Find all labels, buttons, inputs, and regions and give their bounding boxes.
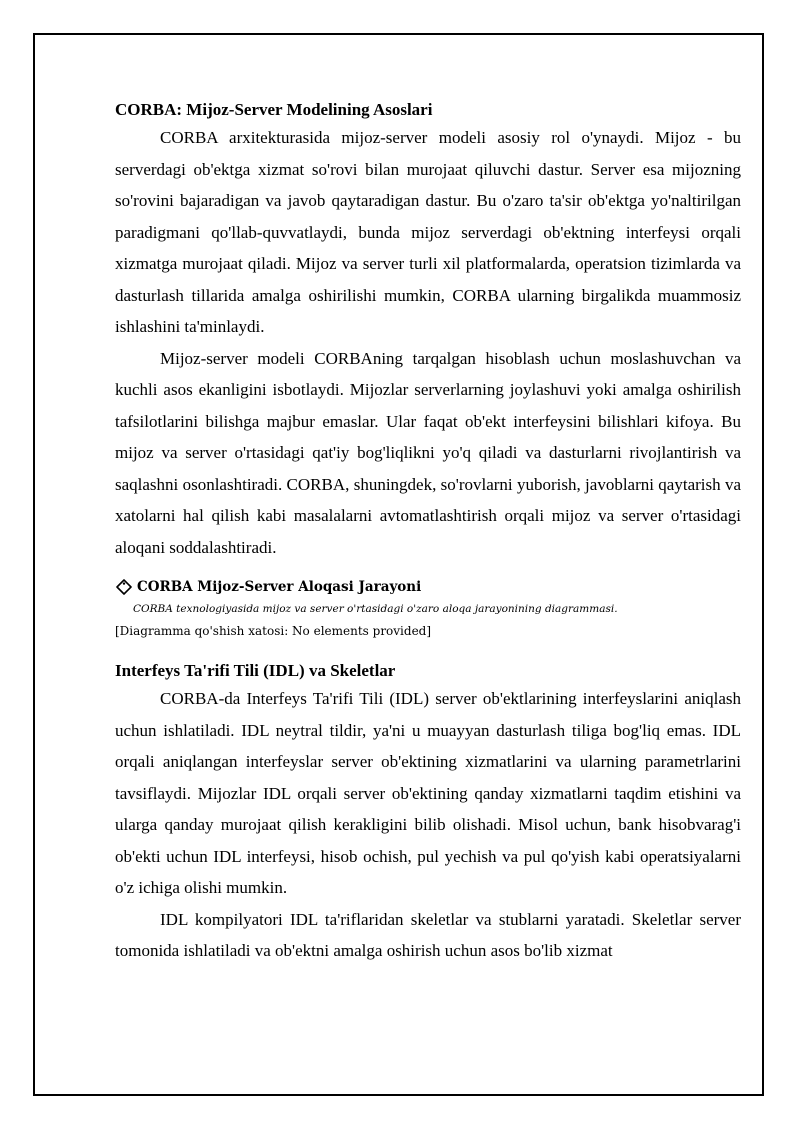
- figure-caption: CORBA texnologiyasida mijoz va server o'rtasidagi o'zaro aloqa jarayonining diagrammasi.: [133, 603, 618, 615]
- document-body: [115, 98, 741, 967]
- figure-title-text: CORBA Mijoz-Server Aloqasi Jarayoni: [137, 579, 422, 595]
- figure-error-message: [Diagramma qo'shish xatosi: No elements provided]: [115, 624, 432, 638]
- paragraph: CORBA-da Interfeys Ta'rifi Tili (IDL) server ob'ektlarining interfeyslarini aniqlash uchun ishlatiladi. IDL neytral tildir, ya'ni u muayyan dasturlash tiliga bog'liq emas. IDL orqali aniqlangan interfeyslar server ob'ektining xizmatlarini va ularning parametrlarini tavsiflaydi. Mijozlar IDL orqali server ob'ektining qanday xizmatlarni taqdim etishini va ularga qanday murojaat qilish kerakligini bilib olishadi. Misol uchun, bank hisobvarag'i ob'ekti uchun IDL interfeysi, hisob ochish, pul yechish va pul qo'yish kabi operatsiyalarni o'z ichiga olishi mumkin.: [115, 689, 741, 897]
- section-heading-idl: Interfeys Ta'rifi Tili (IDL) va Skeletlar: [115, 661, 396, 680]
- paragraph: IDL kompilyatori IDL ta'riflaridan skeletlar va stublarni yaratadi. Skeletlar server tomonida ishlatiladi va ob'ektni amalga oshirish uchun asos bo'lib xizmat: [115, 909, 741, 960]
- figure-title: [115, 577, 741, 597]
- tag-icon: [115, 578, 133, 596]
- paragraph: Mijoz-server modeli CORBAning tarqalgan hisoblash uchun moslashuvchan va kuchli asos ekanligini isbotlaydi. Mijozlar serverlarning joylashuvi yoki amalga oshirilish tafsilotlarini bilishga majbur emaslar. Ular faqat ob'ekt interfeysini bilishlari kifoya. Bu mijoz va server o'rtasidagi qat'iy bog'liqlikni yo'q qiladi va dasturlarni rivojlantirish va saqlashni osonlashtiradi. CORBA, shuningdek, so'rovlarni yuborish, javoblarni qaytarish va xatolarni hal qilish kabi masalalarni avtomatlashtirish orqali mijoz va server o'rtasidagi aloqani soddalashtiradi.: [115, 348, 741, 557]
- section-heading-corba-model: CORBA: Mijoz-Server Modelining Asoslari: [115, 100, 433, 119]
- paragraph: CORBA arxitekturasida mijoz-server modeli asosiy rol o'ynaydi. Mijoz - bu serverdagi ob'ektga xizmat so'rovi bilan murojaat qiluvchi dastur. Server esa mijozning so'rovini bajaradigan va javob qaytaradigan dastur. Bu o'zaro ta'sir ob'ektga yo'naltirilgan paradigmani qo'llab-quvvatlaydi, bunda mijoz serverdagi ob'ektning interfeysi orqali xizmatga murojaat qiladi. Mijoz va server turli xil platformalarda, operatsion tizimlarda va dasturlash tillarida amalga oshirilishi mumkin, CORBA ularning birgalikda muammosiz ishlashini ta'minlaydi.: [115, 128, 741, 336]
